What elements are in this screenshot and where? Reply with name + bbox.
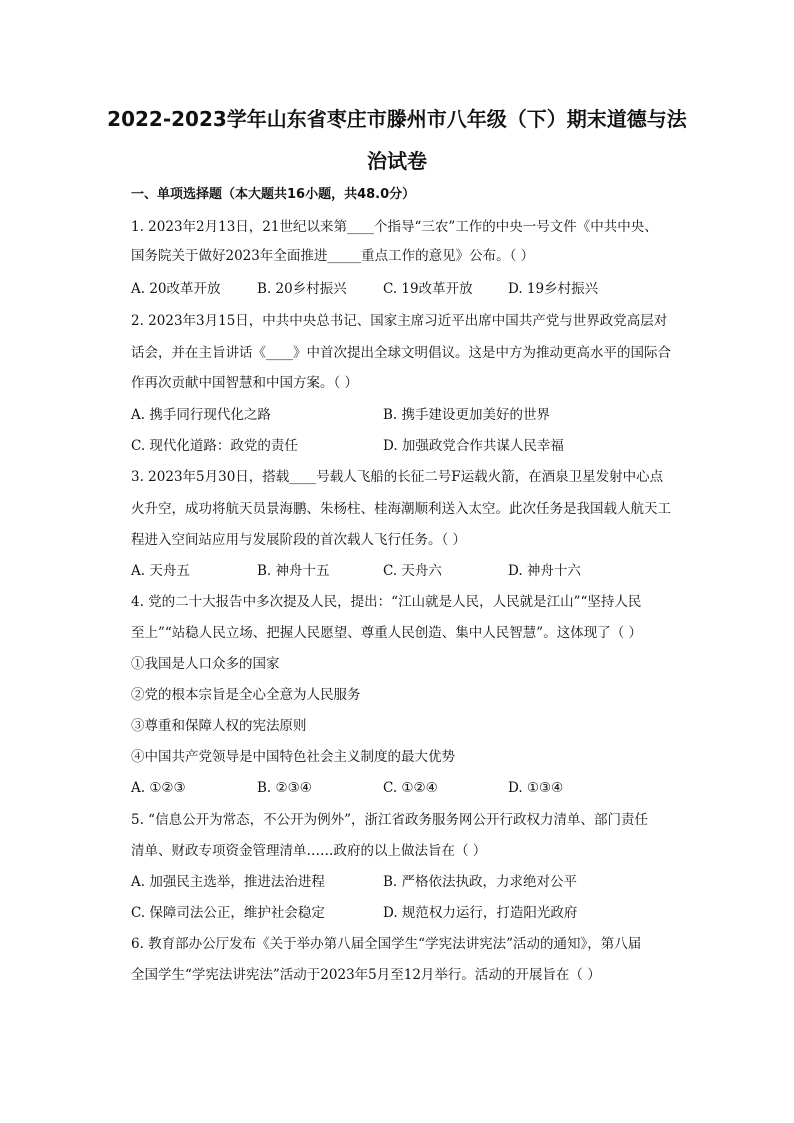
question-4-option-d[interactable]: D. ①③④ (508, 780, 564, 796)
question-6-line-2: 全国学生“学宪法讲宪法”活动于2023年5月至12月举行。活动的开展旨在（ ） (131, 967, 601, 983)
question-4-line-2: 至上”“站稳人民立场、把握人民愿望、尊重人民创造、集中人民智慧”。这体现了（ ） (131, 625, 642, 641)
question-1-line-1: 1. 2023年2月13日，21世纪以来第____个指导“三农”工作的中央一号文件《中共中央、 (131, 219, 658, 235)
question-3-option-d[interactable]: D. 神舟十六 (508, 563, 581, 579)
question-3-line-2: 火升空，成功将航天员景海鹏、朱杨柱、桂海潮顺利送入太空。此次任务是我国载人航天工 (131, 501, 671, 517)
question-5-option-d[interactable]: D. 规范权力运行，打造阳光政府 (383, 905, 578, 921)
question-2-line-1: 2. 2023年3月15日，中共中央总书记、国家主席习近平出席中国共产党与世界政党高层对 (131, 313, 668, 329)
question-4-option-c[interactable]: C. ①②④ (383, 780, 438, 796)
question-2-line-2: 话会，并在主旨讲话《____》中首次提出全球文明倡议。这是中方为推动更高水平的国际合 (131, 345, 671, 361)
exam-title-line-1: 2022-2023学年山东省枣庄市滕州市八年级（下）期末道德与法 (107, 107, 687, 131)
question-3-line-1: 3. 2023年5月30日，搭载____号载人飞船的长征二号F运载火箭，在酒泉卫星发射中心点 (131, 469, 664, 485)
question-3-option-b[interactable]: B. 神舟十五 (257, 563, 330, 579)
question-2-line-3: 作再次贡献中国智慧和中国方案。（ ） (131, 375, 359, 391)
question-5-option-b[interactable]: B. 严格依法执政，力求绝对公平 (383, 874, 578, 890)
question-3-option-c[interactable]: C. 天舟六 (383, 563, 442, 579)
question-2-option-d[interactable]: D. 加强政党合作共谋人民幸福 (383, 438, 564, 454)
question-3-line-3: 程进入空间站应用与发展阶段的首次载人飞行任务。（ ） (131, 532, 467, 548)
question-6-line-1: 6. 教育部办公厅发布《关于举办第八届全国学生“学宪法讲宪法”活动的通知》，第八届 (131, 936, 642, 952)
question-5-option-c[interactable]: C. 保障司法公正，维护社会稳定 (131, 905, 325, 921)
question-4-line-1: 4. 党的二十大报告中多次提及人民，提出：“江山就是人民，人民就是江山”“坚持人民 (131, 594, 642, 610)
question-4-option-b[interactable]: B. ②③④ (257, 780, 312, 796)
question-4-statement-4: ④中国共产党领导是中国特色社会主义制度的最大优势 (131, 749, 455, 765)
question-1-option-d[interactable]: D. 19乡村振兴 (508, 281, 599, 297)
question-5-option-a[interactable]: A. 加强民主选举，推进法治进程 (131, 874, 325, 890)
question-1-line-2: 国务院关于做好2023年全面推进_____重点工作的意见》公布。（ ） (131, 248, 535, 264)
question-1-option-b[interactable]: B. 20乡村振兴 (257, 281, 347, 297)
question-2-option-a[interactable]: A. 携手同行现代化之路 (131, 407, 271, 423)
question-2-option-c[interactable]: C. 现代化道路：政党的责任 (131, 438, 298, 454)
question-4-statement-1: ①我国是人口众多的国家 (131, 656, 280, 672)
question-5-line-2: 清单、财政专项资金管理清单……政府的以上做法旨在（ ） (131, 843, 487, 859)
question-4-option-a[interactable]: A. ①②③ (131, 780, 186, 796)
question-4-statement-2: ②党的根本宗旨是全心全意为人民服务 (131, 687, 361, 703)
exam-title-line-2: 治试卷 (367, 149, 427, 173)
question-3-option-a[interactable]: A. 天舟五 (131, 563, 190, 579)
question-1-option-a[interactable]: A. 20改革开放 (131, 281, 221, 297)
question-4-statement-3: ③尊重和保障人权的宪法原则 (131, 718, 307, 734)
question-2-option-b[interactable]: B. 携手建设更加美好的世界 (383, 407, 551, 423)
question-5-line-1: 5. “信息公开为常态，不公开为例外”，浙江省政务服务网公开行政权力清单、部门责任 (131, 812, 648, 828)
question-1-option-c[interactable]: C. 19改革开放 (383, 281, 473, 297)
section-heading: 一、单项选择题（本大题共16小题，共48.0分） (131, 187, 416, 202)
